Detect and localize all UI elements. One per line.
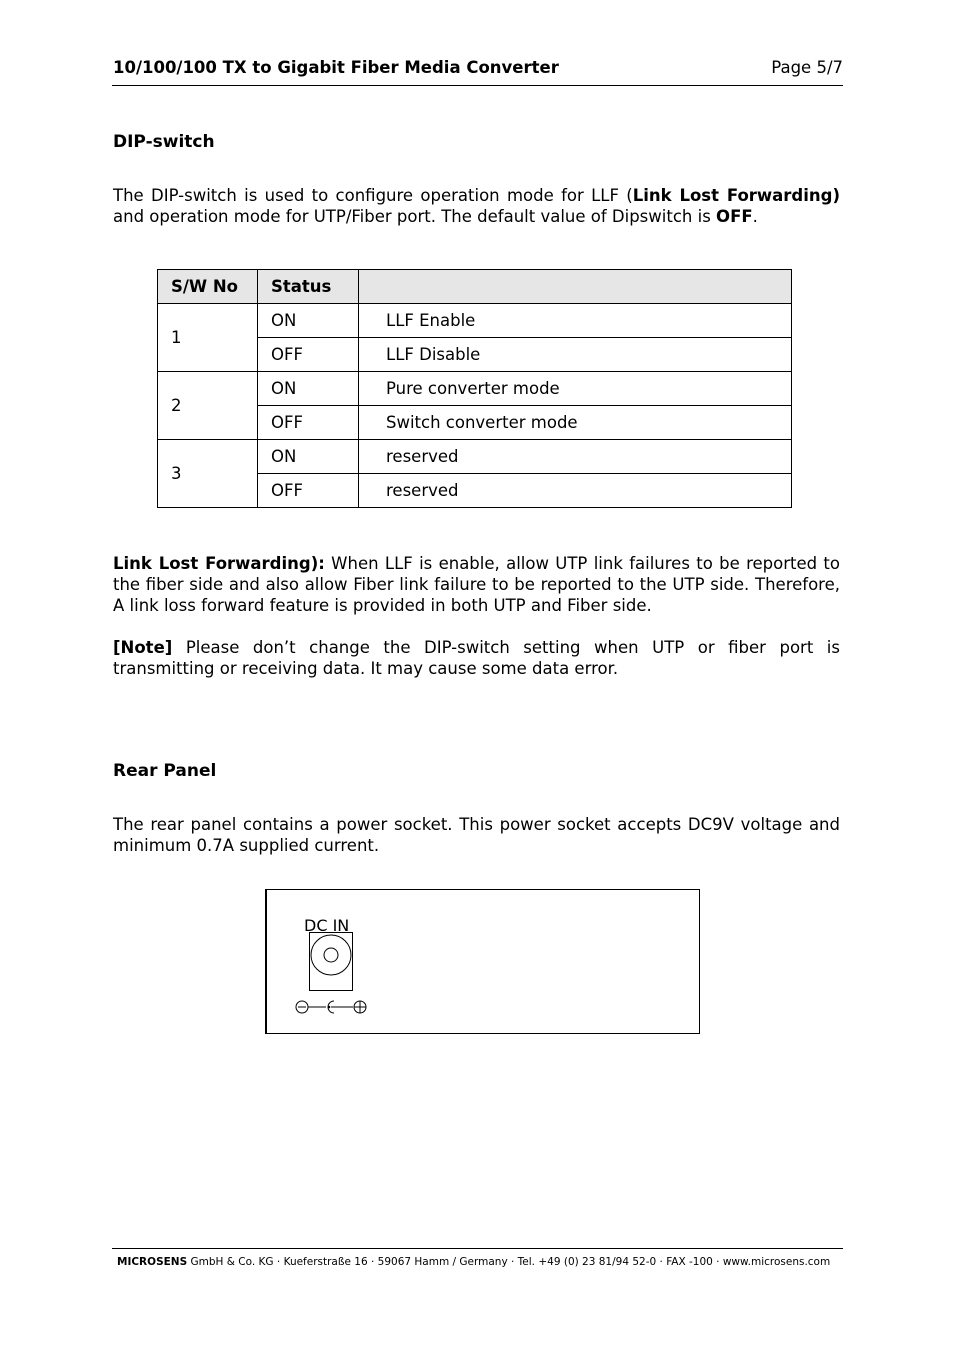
document-title: 10/100/100 TX to Gigabit Fiber Media Converter	[113, 58, 559, 77]
rear-panel-text: The rear panel contains a power socket. This power socket accepts DC9V voltage and minimum 0.7A supplied current.	[113, 815, 840, 855]
description-cell: Switch converter mode	[359, 406, 792, 440]
note-paragraph: [Note] Please don’t change the DIP-switch setting when UTP or fiber port is transmitting or receiving data. It may cause some data error.	[113, 638, 840, 678]
page-number: Page 5/7	[771, 58, 843, 77]
status-cell: OFF	[258, 474, 359, 508]
header-divider	[112, 85, 843, 86]
page-header	[113, 58, 843, 77]
status-cell: ON	[258, 440, 359, 474]
description-cell: LLF Enable	[359, 304, 792, 338]
description-cell: reserved	[359, 440, 792, 474]
footer-brand: MICROSENS	[117, 1256, 188, 1268]
table-header-row	[158, 270, 792, 304]
status-cell: OFF	[258, 406, 359, 440]
table-row	[158, 372, 792, 406]
page-footer	[117, 1256, 830, 1268]
footer-divider	[112, 1248, 843, 1249]
description-cell: reserved	[359, 474, 792, 508]
table-row	[158, 304, 792, 338]
description-cell: LLF Disable	[359, 338, 792, 372]
dip-switch-heading: DIP-switch	[113, 132, 215, 152]
header-sw-no: S/W No	[158, 270, 258, 304]
status-cell: ON	[258, 372, 359, 406]
header-status: Status	[258, 270, 359, 304]
description-cell: Pure converter mode	[359, 372, 792, 406]
status-cell: OFF	[258, 338, 359, 372]
dc-in-label: DC IN	[304, 916, 350, 935]
dip-switch-table	[157, 269, 792, 508]
table-row	[158, 440, 792, 474]
polarity-symbol-icon	[293, 998, 373, 1018]
power-socket-icon	[310, 933, 352, 990]
rear-panel-heading: Rear Panel	[113, 761, 217, 781]
llf-description: Link Lost Forwarding): When LLF is enable, allow UTP link failures to be reported to the fiber side and also allow Fiber link failure to be reported to the UTP side. Therefore, A link loss forward feature is provided in both UTP and Fiber side.	[113, 554, 840, 615]
power-socket	[309, 932, 353, 991]
switch-number: 2	[158, 372, 258, 440]
status-cell: ON	[258, 304, 359, 338]
header-description	[359, 270, 792, 304]
switch-number: 1	[158, 304, 258, 372]
footer-contact: GmbH & Co. KG · Kueferstraße 16 · 59067 Hamm / Germany · Tel. +49 (0) 23 81/94 52-0 · FAX -100 · www.microsens.com	[187, 1256, 831, 1268]
switch-number: 3	[158, 440, 258, 508]
dip-switch-intro: The DIP-switch is used to configure operation mode for LLF (Link Lost Forwarding) and operation mode for UTP/Fiber port. The default value of Dipswitch is OFF.	[113, 186, 840, 226]
